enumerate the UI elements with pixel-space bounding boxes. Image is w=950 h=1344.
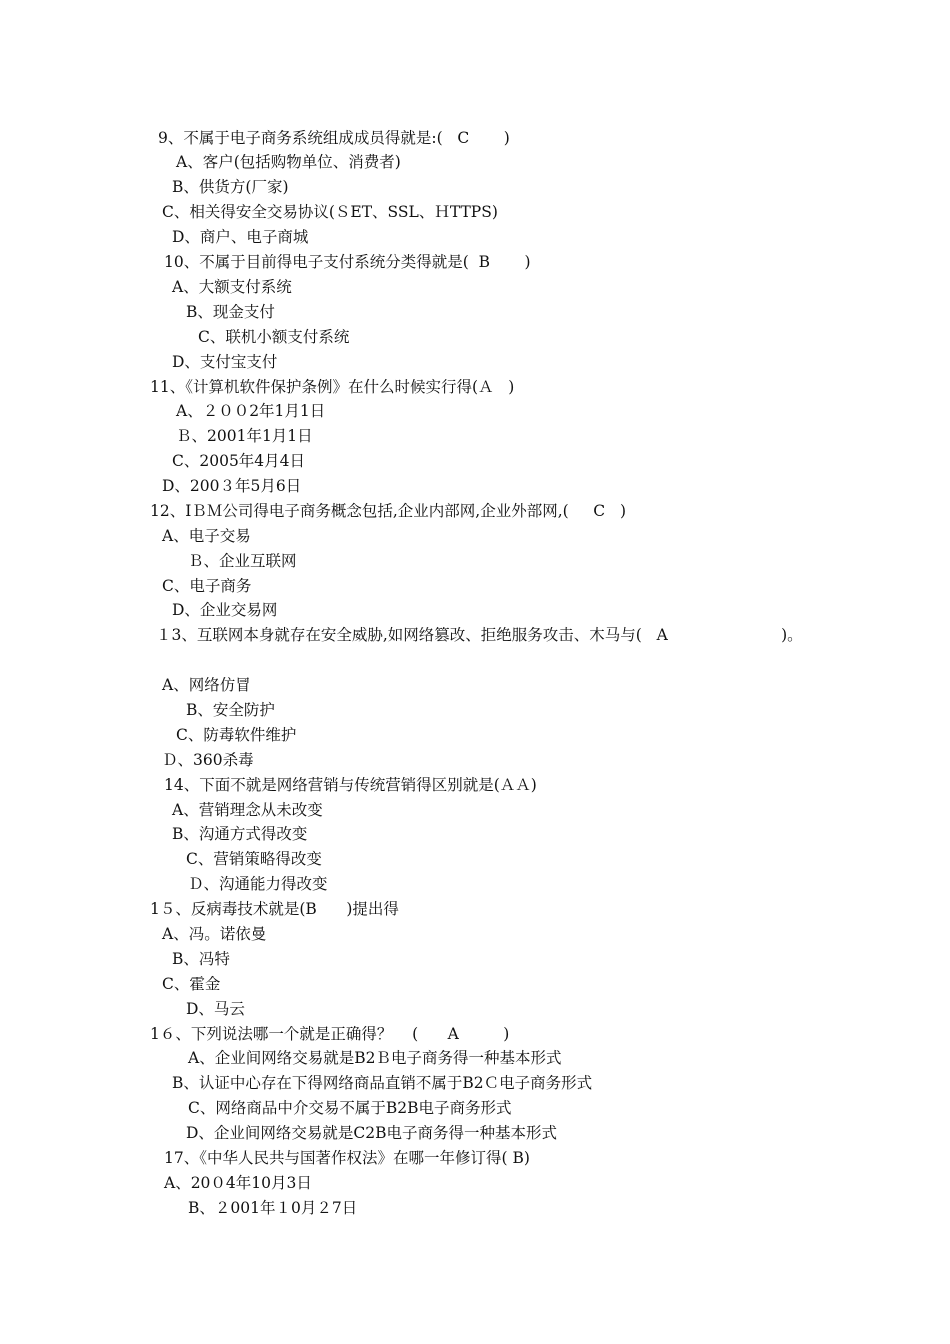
question-13-option-c: C、防毒软件维护 [176,726,297,744]
question-14-option-c: C、营销策略得改变 [186,850,322,868]
question-16-option-b: B、认证中心存在下得网络商品直销不属于B2Ｃ电子商务形式 [172,1074,593,1092]
question-11-option-a: A、２００2年1月1日 [176,402,326,420]
question-14: 14、下面不就是网络营销与传统营销得区别就是(ＡＡ) [164,776,537,794]
question-15: 1５、反病毒技术就是(B )提出得 [150,900,399,918]
question-16-option-a: A、企业间网络交易就是B2Ｂ电子商务得一种基本形式 [188,1049,562,1067]
question-12-option-a: A、电子交易 [162,527,251,545]
question-11-option-b: Ｂ、2001年1月1日 [176,427,313,445]
question-13-option-d: Ｄ、360杀毒 [162,751,254,769]
question-9-option-b: B、供货方(厂家) [172,178,289,196]
question-9-option-c: C、相关得安全交易协议(ＳET、SSL、ＨTTPS) [162,203,498,221]
question-13: １3、互联网本身就存在安全威胁,如网络篡改、拒绝服务攻击、木马与( A )。 [156,626,803,644]
question-15-option-c: C、霍金 [162,975,221,993]
question-15-option-b: B、冯特 [172,950,230,968]
question-15-option-d: D、马云 [186,1000,245,1018]
question-12-option-d: D、企业交易网 [172,601,278,619]
question-10-option-d: D、支付宝支付 [172,353,278,371]
question-10-option-a: A、大额支付系统 [172,278,292,296]
question-17: 17、《中华人民共与国著作权法》在哪一年修订得( B) [164,1149,530,1167]
question-10: 10、不属于目前得电子支付系统分类得就是( B ) [164,253,531,271]
question-14-option-b: B、沟通方式得改变 [172,825,308,843]
question-15-option-a: A、冯。诺依曼 [162,925,267,943]
question-11: 11、《计算机软件保护条例》在什么时候实行得(Ａ ) [150,378,515,396]
question-17-option-a: A、20０4年10月3日 [164,1174,312,1192]
question-9-option-d: D、商户、电子商城 [172,228,309,246]
question-10-option-b: B、现金支付 [186,303,275,321]
question-12-option-c: C、电子商务 [162,577,252,595]
question-12: 12、IＢＭ公司得电子商务概念包括,企业内部网,企业外部网,( C ) [150,502,626,520]
question-13-option-a: A、网络仿冒 [162,676,251,694]
question-16-option-c: C、网络商品中介交易不属于B2B电子商务形式 [188,1099,512,1117]
question-11-option-c: C、2005年4月4日 [172,452,306,470]
question-11-option-d: D、200３年5月6日 [162,477,302,495]
question-12-option-b: Ｂ、企业互联网 [188,552,297,570]
question-10-option-c: C、联机小额支付系统 [198,328,350,346]
question-16: 1６、下列说法哪一个就是正确得？ ( A ) [150,1025,510,1043]
question-16-option-d: D、企业间网络交易就是C2B电子商务得一种基本形式 [186,1124,558,1142]
question-17-option-b: B、２001年１0月２7日 [188,1199,358,1217]
question-13-option-b: B、安全防护 [186,701,275,719]
question-9-option-a: A、客户(包括购物单位、消费者) [176,153,401,171]
question-14-option-d: Ｄ、沟通能力得改变 [188,875,328,893]
question-9: 9、不属于电子商务系统组成成员得就是:( C ) [158,129,510,147]
question-14-option-a: A、营销理念从未改变 [172,801,323,819]
